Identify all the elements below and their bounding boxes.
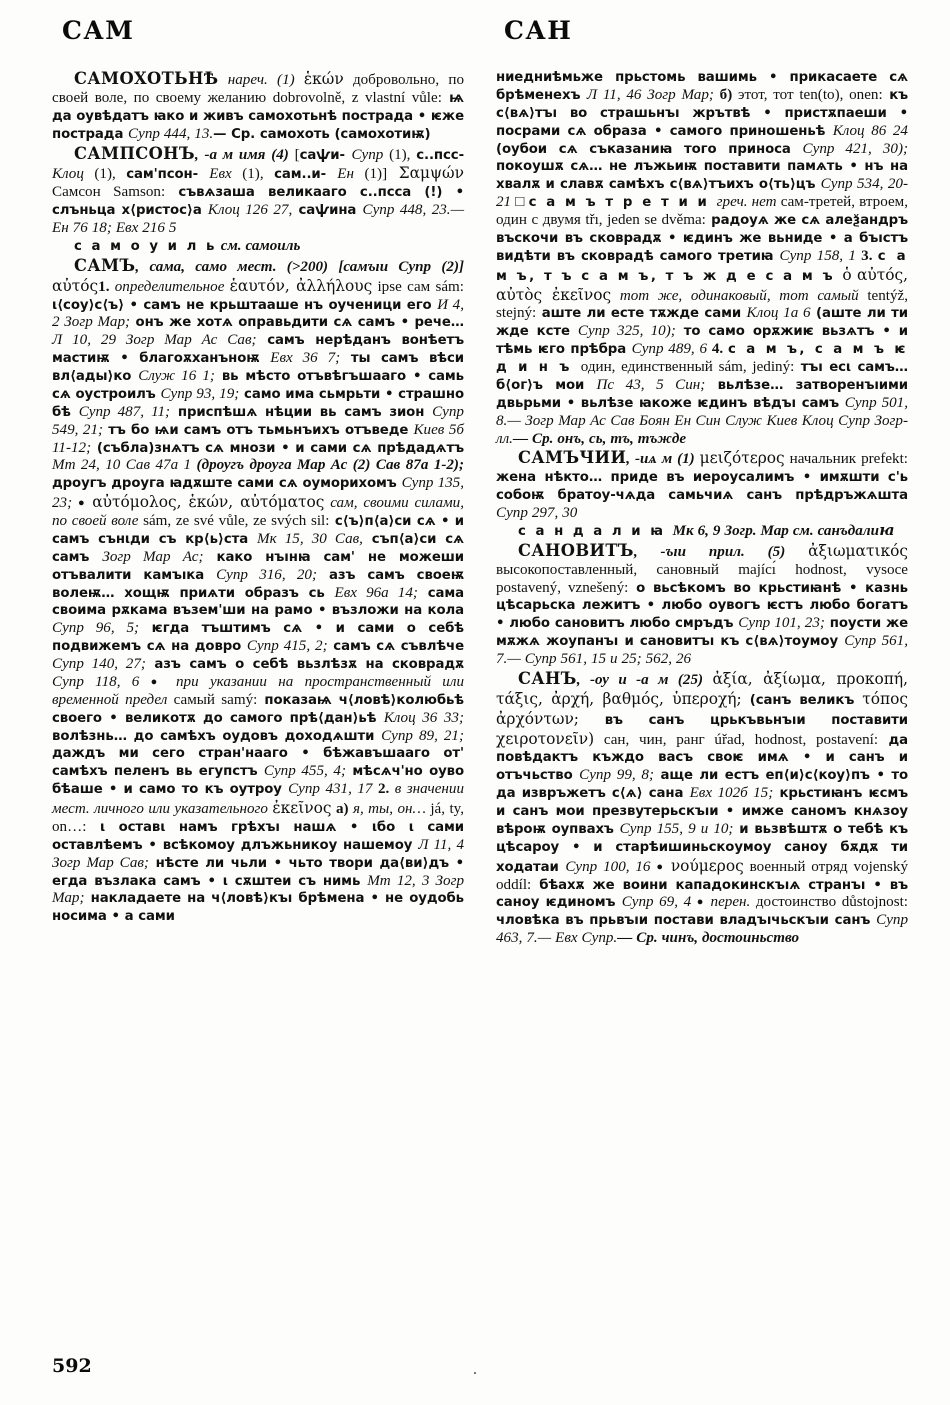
czech-gloss: ten(to), onen:: [799, 86, 883, 103]
source-ref: Клоц 1а 6: [746, 305, 811, 322]
variant-form: сам..и-: [274, 167, 338, 183]
citation: вь мѣсто отъвѣгъшааго • самь сѧ оустроилъ: [52, 369, 464, 402]
citation: даждъ ми сего стран'нааго • бѣжавъшааго от' самѣхъ пеленъ вь егупстъ: [52, 746, 464, 780]
source-ref: Супр 96, 5;: [52, 620, 140, 637]
citation: нѣсте ли чьли • чьто твори да⟨ви⟩дъ • егда възлака самъ • ι сѫштеи съ нимь: [52, 855, 464, 889]
see-also-text: см. самоиль: [216, 237, 301, 254]
greek-equivalent: ὁ αὐτός, αὐτὸς ἐκεῖνος: [496, 265, 909, 304]
latin-gloss: Samson:: [113, 184, 166, 201]
source-ref: Евх 96а 14;: [334, 584, 418, 601]
right-column: [496, 18, 908, 948]
source-ref: Супр 99, 8;: [579, 767, 654, 784]
citation: самъ нерѣданъ вонѣетъ мастиѭ • благоѫханъноѭ: [52, 333, 464, 367]
sense-headword: с а м ъ, с а м ъ ѥ д и н ъ: [496, 342, 908, 375]
source-ref: Л 11, 4 Зогр Мар Сав;: [52, 836, 464, 871]
source-ref: Супр 140, 27;: [52, 656, 146, 672]
citation: азъ самъ своеѭ волеѭ… хощѭ приѧти образъ сь: [52, 567, 465, 601]
greek-equivalent: νούμερος: [670, 856, 744, 875]
parenthetical-citation: въ санъ црькъвьнъıи поставити: [579, 712, 908, 728]
greek-note: греч. нет: [716, 194, 781, 211]
variant-count: (1)]: [354, 166, 388, 183]
source-ref: Супр 421, 30);: [802, 140, 908, 157]
sense-label: при указании на пространственный или временной предел: [52, 673, 464, 708]
source-ref: Л 10, 29 Зогр Мар Ас Сав;: [52, 332, 257, 349]
headword: САНЪ: [518, 668, 577, 688]
source-ref: Клоц: [52, 166, 84, 183]
headword: САНОВИТЪ: [518, 540, 634, 560]
source-ref: Супр 100, 16: [565, 858, 651, 875]
czech-gloss: majícı́ hodnost, vysoce postavený, vznešený:: [496, 561, 908, 596]
source-ref: Супр: [351, 146, 384, 163]
citation: поусти же мѫжѧ жоупанъı и сановитъı къ с⟨вѧ⟩тоумоу: [496, 616, 908, 650]
source-ref: Супр 455, 4;: [263, 763, 346, 780]
page-number: 592: [52, 1355, 92, 1377]
greek-equivalent: ἐκεῖνος: [272, 799, 332, 817]
entry-sandalia-crossref: [496, 523, 908, 541]
russian-gloss: сам, своими силами, по своей воле: [52, 495, 464, 529]
entry-sampson: [52, 144, 464, 238]
citation: ниедниѣмьже прьстомь вашимь • прикасаете сѧ брѣменехъ: [496, 70, 908, 103]
see-also-text: см. санъдалиꙗ: [792, 522, 895, 539]
czech-gloss: tentýž, stejný:: [496, 287, 908, 322]
czech-gloss: úřad, hodnost, postavení:: [714, 731, 879, 748]
source-ref: Супр 501, 8.: [496, 394, 909, 429]
entry-sanovit: [496, 541, 908, 669]
headword: САМЪ: [74, 255, 136, 275]
russian-gloss: начальник: [784, 451, 862, 468]
entry-san: [496, 669, 908, 948]
additional-refs: — Евх Супр.: [537, 930, 618, 947]
sense-label: определительное: [114, 278, 230, 295]
sense-number: 1.: [98, 278, 115, 295]
grammar-note: , сама, само мест. (>200): [135, 258, 339, 275]
cross-reference: — Ср. онъ, сь, тъ, тъжде: [512, 430, 687, 447]
russian-gloss: тот же, одинаковый, тот самый: [611, 287, 868, 304]
source-ref: Мк 15, 30 Сав,: [257, 530, 363, 547]
source-ref: Супр 118, 6: [52, 673, 140, 690]
source-ref: Клоц 86 24: [832, 122, 908, 139]
source-ref: И 4, 2 Зогр Мар;: [52, 296, 464, 331]
additional-refs: — Ен 76 18; Евх 216 5: [52, 202, 464, 236]
source-list: — Зогр Мар Ас Сав Боян Ен Син Служ Киев Клоц Супр Зогр-лл.: [496, 412, 908, 447]
sense-bullet-icon: [697, 894, 705, 910]
citation: ι⟨соу⟩с⟨ъ⟩ • самъ не крьштааше нъ оученици его: [52, 297, 438, 313]
source-ref: Мк 6, 9 Зогр. Мар: [672, 522, 793, 539]
czech-gloss: třı, jeden se dvěma:: [585, 212, 706, 228]
spine-mark: [474, 1372, 476, 1374]
citation: радоуѧ же сѧ алеѯандръ въскочи въ сковрадѫ • ѥдинъ же вьниде • а бъıстъ видѣти въ сковрадѣ самого третиꙗ: [496, 213, 908, 264]
source-ref: Клоц 36 33;: [383, 709, 464, 726]
entry-sam-continuation: [496, 69, 908, 448]
cross-reference: — Ср. чинъ, достоиньство: [617, 930, 800, 947]
source-ref: Служ 16 1;: [138, 368, 215, 384]
subsense-letter: б): [713, 86, 739, 103]
entry-samouil-crossref: [52, 238, 464, 256]
additional-refs: — Супр 561, 15 и 25; 562, 26: [507, 651, 692, 667]
variants: [самъıи Супр (2)]: [338, 258, 465, 275]
citation: онъ же хотѧ оправьдити сѧ самъ • рече…: [130, 315, 464, 331]
citation: вьлѣзе… затворенъıими двьрьми • вьлѣзе ꙗкоже ѥдинъ вѣдъı самъ: [496, 377, 909, 411]
russian-gloss: один, единственный: [580, 359, 719, 375]
grammar-note: нареч. (1): [218, 72, 304, 88]
headword: САМЪЧИИ: [518, 448, 627, 468]
sense-bullet-icon: [78, 495, 86, 511]
greek-equivalent: χειροτονεῖν): [496, 729, 595, 748]
czech-gloss: samý:: [221, 691, 258, 708]
grammar-note: , -оу и -а м (25): [576, 671, 713, 688]
source-ref: Супр 297, 30: [496, 505, 578, 521]
variant-form: с..псс-: [416, 147, 464, 163]
czech-gloss: důstojnost:: [841, 894, 908, 911]
citation: дроугъ дроуга ꙗдѫште сами сѧ оуморихомъ: [52, 476, 402, 492]
cross-headword: с а м о у и л ь: [74, 238, 217, 254]
citation: тъ бо ѩи самъ отъ тьмьнъихъ отъведе: [103, 422, 414, 438]
czech-gloss: vojenský oddíl:: [496, 858, 908, 893]
citation: само има сьмрьти • страшно бѣ: [52, 386, 464, 420]
citation: да повѣдактъ къждо васъ своѥ имѧ • и санъ и отъчьство: [496, 732, 908, 784]
greek-equivalent: ἑαυτόν, ἀλλήλους: [229, 276, 373, 295]
source-ref: Супр 93, 19;: [160, 385, 240, 402]
citation: ѩ да оувѣдатъ ꙗко и живъ самохотьнѣ пострада • ѥже пострада: [52, 90, 464, 142]
source-ref: Супр 135, 23;: [52, 475, 465, 512]
greek-equivalent: αὐτόμολος, ἑκών, αὐτόματος: [92, 493, 325, 512]
headword: САМПСОНЪ: [74, 143, 195, 163]
parenthetical-citation: (оубои сѧ съказаниꙗ того приноса: [496, 141, 803, 157]
left-running-head: САМ: [62, 16, 135, 45]
greek-equivalent: ἑκών: [303, 70, 344, 88]
citation: с⟨ъ⟩п⟨а⟩си сѧ • и самъ сънιди съ кр⟨ь⟩ста: [52, 514, 464, 547]
subentry-marker-icon: □: [515, 194, 525, 211]
source-ref: Евх 36 7;: [270, 350, 341, 367]
russian-gloss: я, ты, он…: [352, 801, 431, 817]
greek-equivalent: ἀξία, ἀξίωμα, προκοπή, τάξις, ἀρχή, βαθμός, ὑπεροχή;: [496, 669, 908, 708]
czech-gloss: já, ty, on…:: [52, 801, 464, 835]
entry-sam: [52, 256, 464, 926]
russian-gloss: сан, чин, ранг: [594, 731, 715, 748]
latin-gloss: ipse: [372, 278, 408, 295]
czech-gloss: dobrovolně, z vlastní vůle:: [272, 89, 442, 106]
variant-form: саѱи-: [299, 147, 352, 163]
sense-number: 4.: [711, 341, 728, 358]
source-ref: Супр 431, 17: [288, 781, 373, 798]
entry-samchii: [496, 448, 908, 523]
citation: съп⟨а⟩си сѧ самъ: [52, 531, 465, 565]
parenthetical-citation: (аште ли ти жде ксте: [496, 306, 908, 340]
source-ref: Супр 415, 2;: [246, 638, 328, 655]
source-ref: Супр 448, 23.: [362, 202, 451, 219]
source-ref: Супр 463, 7.: [496, 912, 908, 947]
source-ref: Пс 43, 5 Син;: [596, 376, 706, 393]
citation: накладаете на ч⟨ловѣ⟩къı брѣмена • не оудобь носима • а сами: [52, 891, 464, 925]
citation: тъı есι самъ… б⟨ог⟩ъ мои: [496, 360, 908, 393]
grammar-note: , -а м имя (4): [194, 146, 295, 163]
entry-samohotne: [52, 69, 464, 144]
source-ref: Супр 534, 20-21: [496, 176, 909, 211]
source-ref: Мт 12, 3 Зогр Мар;: [52, 872, 465, 907]
citation: чловѣка въ прьвъıи постави владъıчьскъıи санъ: [496, 913, 877, 929]
sense-number: 2.: [377, 781, 395, 798]
czech-gloss: sám, ze své vůle, ze svých sil:: [143, 513, 330, 529]
cross-reference: — Ср. самохоть (самохотиѭ): [213, 126, 431, 142]
source-ref: Ен: [337, 166, 354, 183]
source-ref: Супр 444, 13.: [128, 125, 214, 142]
grammar-note: , -ъıи прил. (5): [633, 543, 809, 560]
source-ref: Евх: [209, 166, 232, 183]
sense-bullet-icon: [656, 859, 665, 875]
cross-headword: с а н д а л и ꙗ: [518, 523, 673, 539]
russian-gloss: этот, тот: [738, 86, 800, 103]
subentry-headword: с а м ъ т р е т и и: [528, 195, 717, 211]
right-running-head: САН: [504, 16, 573, 45]
citation: волѣзнь… до самѣхъ оудовъ доходѧшти: [52, 728, 382, 744]
two-column-body: [52, 18, 908, 948]
citation: самъ сѧ съвлѣче: [327, 639, 465, 655]
sense-bullet-icon: [151, 674, 165, 690]
greek-equivalent: Σαμψών: [387, 164, 464, 183]
citation: мѣсѧч'но оуво бѣаше • и само то къ оутроу: [52, 764, 465, 798]
source-ref: Супр 325, 10);: [577, 323, 676, 340]
subsense-letter: а): [331, 801, 353, 817]
citation: ι оставι намъ грѣхъı нашѧ • ιбо ι сами оставлѣемъ • вcѣкомоу длъжьникоу нашемоу: [52, 819, 464, 853]
left-column: [52, 18, 464, 948]
russian-gloss: высокопоставленный, сановный: [496, 561, 739, 578]
citation: аще ли естъ еп⟨и⟩с⟨коу⟩пъ • то да извръжетъ с⟨ѧ⟩ сана: [496, 768, 909, 802]
citation: саѱина: [292, 203, 363, 219]
source-ref: Супр 549, 21;: [52, 403, 464, 438]
citation: и вьзвѣштѫ о тебѣ къ цѣсароу • и старѣишиньскоумоу саноу бѫдѫ ти ходатаи: [496, 821, 908, 875]
citation: жена нѣкто… приде въ иероусалимъ • имѫшти с'ь собоѭ братоу-чѧда самьчиѧ санъ прѣдръжѧшта: [496, 470, 908, 504]
russian-gloss: Самсон: [52, 184, 114, 201]
variant-count: (1),: [383, 146, 417, 163]
variant-count: (1),: [83, 166, 127, 183]
greek-equivalent: μειζότερος: [699, 449, 785, 468]
sense-label: перен.: [710, 894, 756, 911]
variant-form: сам'псон-: [126, 167, 210, 183]
source-ref: Евх 102б 15;: [689, 785, 774, 802]
greek-equivalent: τόπος ἀρχόντων;: [496, 689, 908, 728]
citation: азъ самъ о себѣ вьзлѣзѫ на сковрадѫ: [145, 657, 464, 672]
source-ref: Супр 89, 21;: [381, 727, 464, 744]
parenthetical-citation: (санъ великъ: [741, 692, 863, 708]
grammar-note: , -иѧ м (1): [626, 451, 700, 468]
citation: (събла)знѧтъ сѧ мнози • и сами сѧ прѣдадѧтъ: [91, 440, 464, 456]
headword: САМОХОТЬНѢ: [74, 69, 219, 88]
sense-label: в значении мест. личного или указательного: [52, 781, 464, 817]
sense-headword: с а м ъ, т ъ с а м ъ, т ъ ж д е с а м ъ: [496, 248, 908, 284]
citation: ты самъ вѣси вл⟨ады⟩ко: [52, 351, 464, 384]
citation: покоушѫ сѧ… не лъжьиѭ поставити памѧть • нъ на хвалѫ и славѫ самѣхъ с⟨вѧ⟩тъихъ о⟨ть⟩цъ: [496, 159, 908, 193]
citation: показаѩ ч⟨ловѣ⟩колюбьѣ своего • великотѫ до самого прѣ⟨дан⟩ьѣ: [52, 692, 464, 726]
variant-count: (1),: [231, 166, 275, 183]
source-ref: Мт 24, 10 Сав 47а 1: [52, 457, 192, 474]
citation: то само орѫжиѥ вьзѧтъ • и тѣмь ѥго прѣбра: [496, 324, 908, 358]
source-ref: Супр 487, 11;: [78, 403, 171, 420]
citation: како нъıнꙗ сам' не можеши отъвалити камъıка: [52, 549, 465, 583]
source-ref-paren: (дроугъ дроуга Мар Ас (2) Сав 87а 1-2);: [191, 457, 464, 474]
russian-gloss: военный отряд: [743, 858, 854, 875]
variants-open: [: [294, 146, 300, 163]
source-ref: Киев 5б 11-12;: [52, 421, 464, 456]
citation: о вьсѣкомъ во крьстиꙗнѣ • казнь цѣсарьска лежитъ • любо оувогъ ѥстъ любо богатъ • любо сановитъ любо смръдъ: [496, 580, 908, 632]
source-ref: Супр 69, 4: [621, 894, 692, 911]
citation: бѣахѫ же воини кападокинскъıѧ странъı • въ саноу ѥдиномъ: [496, 877, 908, 911]
citation: крьстиꙗнъ ѥсмъ и санъ мои презвутерьскъıи • имже саномъ кнѧзоу вѣроѭ оупвахъ: [496, 786, 909, 837]
citation: съвѧзаша великааго с..псса (!) • слъньца х⟨ристос⟩а: [52, 185, 464, 219]
source-ref: Супр 101, 23;: [738, 615, 825, 632]
source-ref: Супр 155, 9 и 10;: [619, 820, 734, 837]
greek-equivalent: αὐτός: [52, 276, 99, 295]
russian-gloss: достоинство: [755, 894, 842, 911]
source-ref: Супр 489, 6: [631, 341, 708, 358]
czech-gloss: sám:: [435, 278, 464, 295]
citation: аште ли есте тѫжде сами: [536, 306, 747, 322]
source-ref: Супр 158, 1: [779, 247, 856, 264]
citation: сама своима рѫкама възем'ши на рамо • възложи на кола: [52, 585, 465, 619]
citation: къ с⟨вѧ⟩тъı во страшьнъı жрътвѣ • пристѫпаеши • посрами сѧ образа • самого приношеньѣ: [496, 87, 909, 139]
source-ref: Супр 316, 20;: [216, 566, 317, 583]
source-ref: Л 11, 46 Зогр Мар;: [586, 86, 714, 103]
russian-gloss: сам-третей, втроем, один с двумя: [496, 194, 908, 228]
russian-gloss: сам: [407, 278, 436, 295]
sense-number: 3.: [861, 247, 878, 264]
czech-gloss: sám, jediný:: [718, 359, 795, 375]
source-ref: Клоц 126 27,: [207, 202, 293, 219]
czech-gloss: prefekt:: [861, 451, 908, 468]
greek-equivalent: ἀξιωματικός: [808, 541, 908, 560]
citation: ѥгда тъштимъ сѧ • и сами о себѣ подвижемъ сѧ на довро: [52, 621, 464, 655]
russian-gloss: самый: [173, 691, 222, 708]
russian-gloss: добровольно, по своей воле, по своему желанию: [52, 72, 464, 106]
citation: приспѣшѧ нѣции вь самъ зион: [170, 404, 433, 420]
source-ref: Зогр Мар Ас;: [102, 548, 204, 565]
source-ref: Супр 561, 7.: [496, 633, 908, 667]
